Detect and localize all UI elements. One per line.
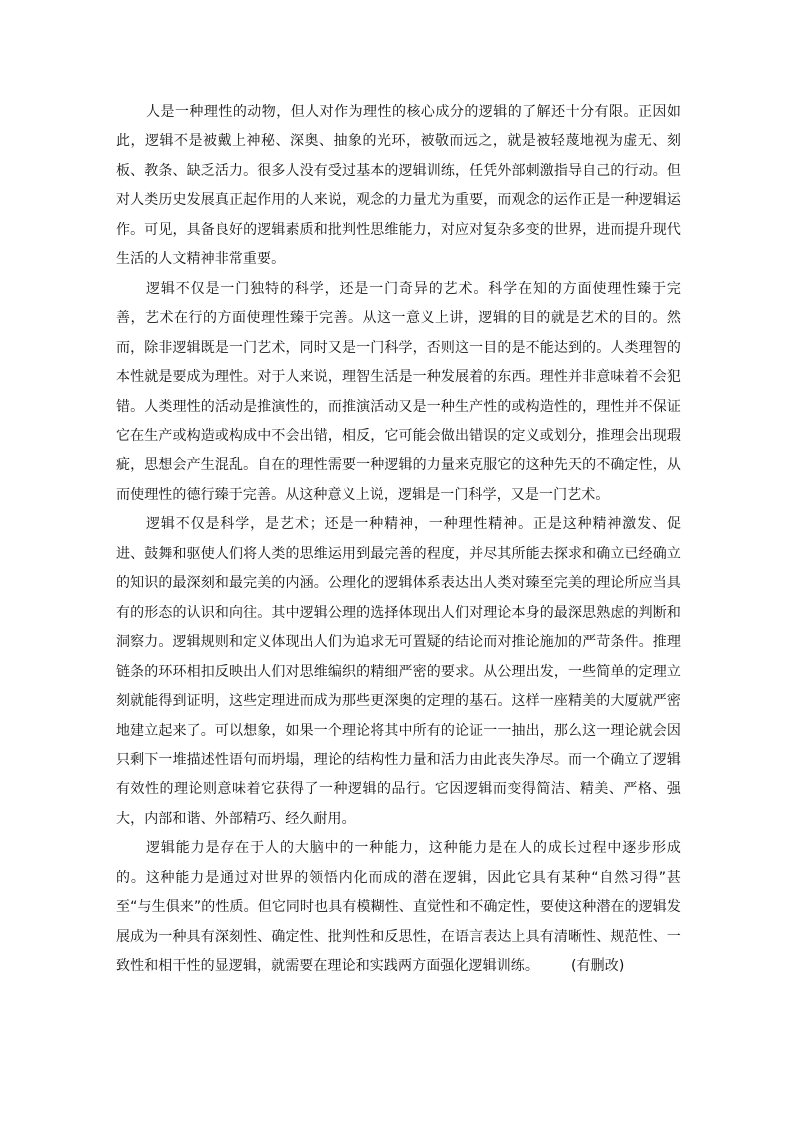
- paragraph-2: 逻辑不仅是一门独特的科学，还是一门奇异的艺术。科学在知的方面使理性臻于完善，艺术在行的方面使理性臻于完善。从这一意义上讲，逻辑的目的就是艺术的目的。然而，除非逻辑既是一门艺术，同时又是一门科学，否则这一目的是不能达到的。人类理智的本性就是要成为理性。对于人来说，理智生活是一种发展着的东西。理性并非意味着不会犯错。人类理性的活动是推演性的，而推演活动又是一种生产性的或构造性的，理性并不保证它在生产或构造或构成中不会出错，相反，它可能会做出错误的定义或划分，推理会出现瑕疵，思想会产生混乱。自在的理性需要一种逻辑的力量来克服它的这种先天的不确定性，从而使理性的德行臻于完善。从这种意义上说，逻辑是一门科学，又是一门艺术。: [116, 280, 681, 503]
- paragraph-3: 逻辑不仅是科学，是艺术；还是一种精神，一种理性精神。正是这种精神激发、促进、鼓舞和驱使人们将人类的思维运用到最完善的程度，并尽其所能去探求和确立已经确立的知识的最深刻和最完美的内涵。公理化的逻辑体系表达出人类对臻至完美的理论所应当具有的形态的认识和向往。其中逻辑公理的选择体现出人们对理论本身的最深思熟虑的判断和洞察力。逻辑规则和定义体现出人们为追求无可置疑的结论而对推论施加的严苛条件。推理链条的环环相扣反映出人们对思维编织的精细严密的要求。从公理出发，一些简单的定理立刻就能得到证明，这些定理进而成为那些更深奥的定理的基石。这样一座精美的大厦就严密地建立起来了。可以想象，如果一个理论将其中所有的论证一一抽出，那么这一理论就会因只剩下一堆描述性语句而坍塌，理论的结构性力量和活力由此丧失净尽。而一个确立了逻辑有效性的理论则意味着它获得了一种逻辑的品行。它因逻辑而变得简洁、精美、严格、强大，内部和谐、外部精巧、经久耐用。: [116, 516, 681, 827]
- source-note: (有删改): [571, 958, 625, 975]
- paragraph-1: 人是一种理性的动物，但人对作为理性的核心成分的逻辑的了解还十分有限。正因如此，逻辑不是被戴上神秘、深奥、抽象的光环，被敬而远之，就是被轻蔑地视为虚无、刻板、教条、缺乏活力。很多人没有受过基本的逻辑训练，任凭外部刺激指导自己的行动。但对人类历史发展真正起作用的人来说，观念的力量尤为重要，而观念的运作正是一种逻辑运作。可见，具备良好的逻辑素质和批判性思维能力，对应对复杂多变的世界，进而提升现代生活的人文精神非常重要。: [116, 104, 681, 268]
- paragraph-4: [116, 834, 681, 981]
- paragraph-4-text: 逻辑能力是存在于人的大脑中的一种能力，这种能力是在人的成长过程中逐步形成的。这种能力是通过对世界的领悟内化而成的潜在逻辑，因此它具有某种“自然习得”甚至“与生俱来”的性质。但它同时也具有模糊性、直觉性和不确定性，要使这种潜在的逻辑发展成为一种具有深刻性、确定性、批判性和反思性，在语言表达上具有清晰性、规范性、一致性和相干性的显逻辑，就需要在理论和实践两方面强化逻辑训练。: [116, 840, 681, 975]
- article-body: [116, 98, 681, 982]
